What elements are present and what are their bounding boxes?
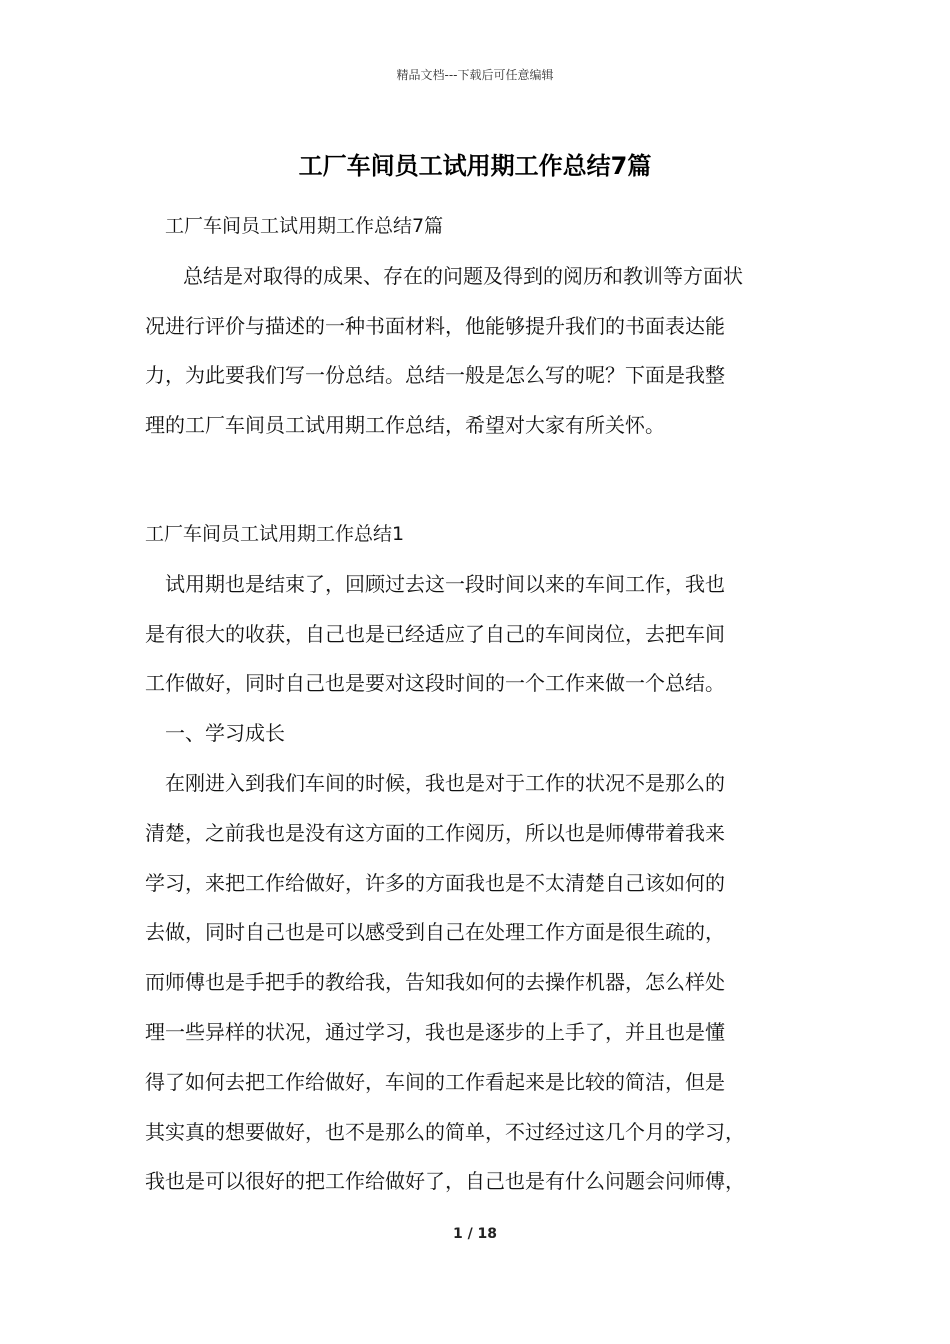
paragraph-line: 工作做好，同时自己也是要对这段时间的一个工作来做一个总结。 [145,671,725,696]
paragraph-line: 学习，来把工作给做好，许多的方面我也是不太清楚自己该如何的 [145,870,725,895]
paragraph-line: 在刚进入到我们车间的时候，我也是对于工作的状况不是那么的 [165,770,725,795]
paragraph-line: 力，为此要我们写一份总结。总结一般是怎么写的呢？下面是我整 [145,363,725,388]
section1-paragraph-2 [145,759,815,1207]
paragraph-spacer [145,451,815,510]
subsection-heading: 一、学习成长 [165,721,285,746]
paragraph-line: 况进行评价与描述的一种书面材料，他能够提升我们的书面表达能 [145,313,725,338]
document-subtitle: 工厂车间员工试用期工作总结7篇 [165,215,444,237]
intro-paragraph [145,252,815,451]
paragraph-line: 理的工厂车间员工试用期工作总结，希望对大家有所关怀。 [145,413,665,438]
paragraph-line: 总结是对取得的成果、存在的问题及得到的阅历和教训等方面状 [183,263,743,288]
page-header: 精品文档---下载后可任意编辑 [396,68,554,82]
paragraph-line: 其实真的想要做好，也不是那么的简单，不过经过这几个月的学习， [145,1119,745,1144]
document-body [145,202,815,1207]
paragraph-line: 清楚，之前我也是没有这方面的工作阅历，所以也是师傅带着我来 [145,820,725,845]
paragraph-line: 去做，同时自己也是可以感受到自己在处理工作方面是很生疏的， [145,920,725,945]
paragraph-line: 试用期也是结束了，回顾过去这一段时间以来的车间工作，我也 [165,571,725,596]
page-number: 1 / 18 [452,1226,498,1242]
section-heading: 工厂车间员工试用期工作总结1 [145,522,405,545]
paragraph-line: 而师傅也是手把手的教给我，告知我如何的去操作机器，怎么样处 [145,970,725,995]
paragraph-line: 理一些异样的状况，通过学习，我也是逐步的上手了，并且也是懂 [145,1019,725,1044]
paragraph-line: 是有很大的收获，自己也是已经适应了自己的车间岗位，去把车间 [145,621,725,646]
paragraph-line: 我也是可以很好的把工作给做好了，自己也是有什么问题会问师傅， [145,1169,745,1194]
paragraph-line: 得了如何去把工作给做好，车间的工作看起来是比较的简洁，但是 [145,1069,725,1094]
document-title: 工厂车间员工试用期工作总结7篇 [298,152,652,180]
section1-paragraph-1 [145,560,815,709]
